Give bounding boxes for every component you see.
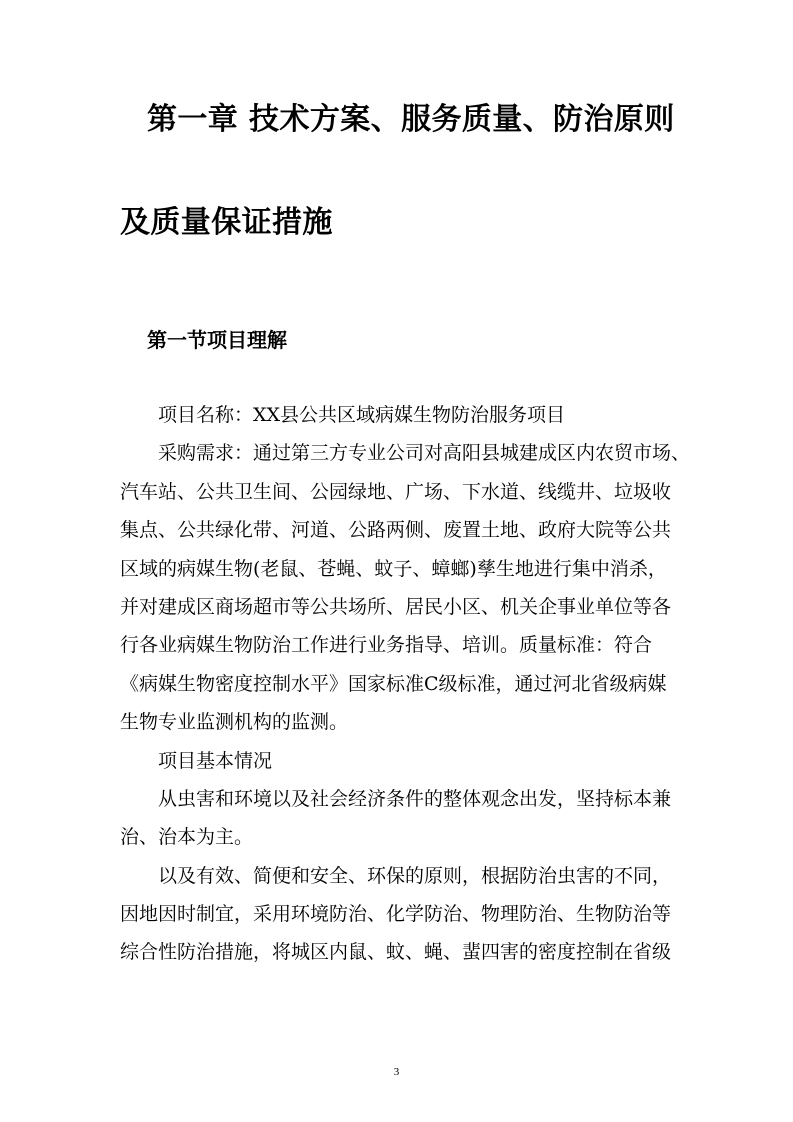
page-number: 3 [393, 1066, 400, 1078]
body-line: 采购需求：通过第三方专业公司对高阳县城建成区内农贸市场、 [158, 442, 691, 465]
chapter-title-line-2: 及质量保证措施 [120, 205, 333, 240]
section-heading: 第一节项目理解 [147, 328, 287, 352]
body-line: 行各业病媒生物防治工作进行业务指导、培训。质量标准：符合 [120, 634, 653, 657]
body-text [120, 396, 691, 972]
body-line: 区域的病媒生物(老鼠、苍蝇、蚊子、蟑螂)孳生地进行集中消杀， [120, 557, 667, 580]
body-line: 因地因时制宜，采用环境防治、化学防治、物理防治、生物防治等 [120, 903, 672, 926]
chapter-title-line-1: 第一章 技术方案、服务质量、防治原则 [147, 102, 675, 137]
body-line: 项目名称：XX县公共区域病媒生物防治服务项目 [158, 404, 566, 426]
body-line: 生物专业监测机构的监测。 [120, 711, 349, 734]
body-line: 从虫害和环境以及社会经济条件的整体观念出发，坚持标本兼 [158, 787, 672, 810]
body-line: 集点、公共绿化带、河道、公路两侧、废置土地、政府大院等公共 [120, 519, 672, 542]
body-line: 项目基本情况 [158, 749, 273, 772]
body-line: 汽车站、公共卫生间、公园绿地、广场、下水道、线缆井、垃圾收 [120, 480, 672, 503]
body-line: 治、治本为主。 [120, 826, 254, 849]
body-line: 以及有效、简便和安全、环保的原则，根据防治虫害的不同， [158, 864, 672, 887]
body-line: 并对建成区商场超市等公共场所、居民小区、机关企事业单位等各 [120, 595, 672, 618]
body-line: 《病媒生物密度控制水平》国家标准C级标准，通过河北省级病媒 [120, 672, 667, 695]
body-line: 综合性防治措施，将城区内鼠、蚊、蝇、蜚四害的密度控制在省级 [120, 941, 672, 964]
